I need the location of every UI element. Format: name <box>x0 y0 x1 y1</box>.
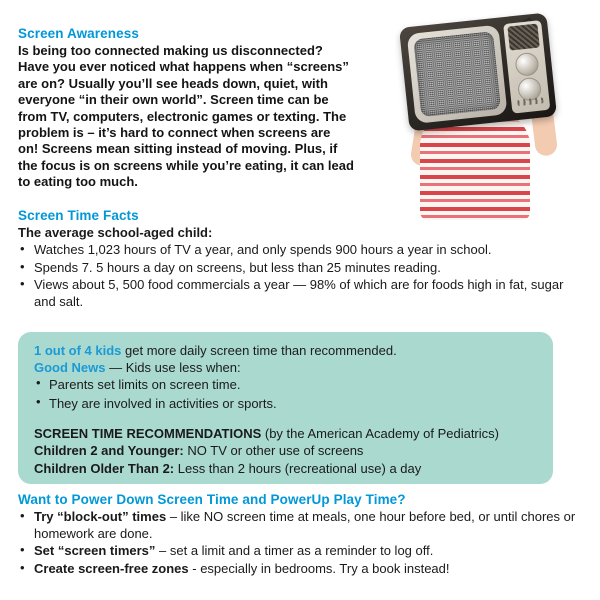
list-item: • Views about 5, 500 food commercials a year — 98% of which are for foods high in fat, sugar and salt. <box>18 277 578 310</box>
list-item: • Parents set limits on screen time. <box>34 376 537 393</box>
screen-time-facts-section <box>18 208 578 311</box>
recommendations-heading <box>34 425 537 442</box>
tip-lead-in: Set “screen timers” <box>34 543 156 559</box>
list-item <box>18 561 584 578</box>
recommendations-callout-box <box>18 332 553 484</box>
stat-highlight: 1 out of 4 kids <box>34 343 122 358</box>
screen-time-facts-list <box>18 242 578 310</box>
screen-time-facts-lead: The average school-aged child: <box>18 225 213 240</box>
child-holding-tv-illustration <box>372 2 600 220</box>
recommendations-heading-source: (by the American Academy of Pediatrics) <box>261 425 499 441</box>
tip-rest: - especially in bedrooms. Try a book instead! <box>188 560 450 576</box>
recommendation-label: Children 2 and Younger: <box>34 443 184 459</box>
screen-awareness-paragraph: Is being too connected making us disconnected? Have you ever noticed what happens when “screens” are on? Usually you’ll see heads down, quiet, with everyone “in their own world”. Screen time can be from TV, computers, electronic games or texting. The problem is – it’s hard to connect when screens are on! Screens mean sitting instead of moving. Plus, if the focus is on screens while you’re eating, it can lead to eating too much. <box>18 43 354 190</box>
list-item <box>18 509 584 542</box>
tip-rest: – set a limit and a timer as a reminder to log off. <box>155 543 434 559</box>
screen-time-stat-line <box>34 342 537 359</box>
good-news-line <box>34 359 537 376</box>
tip-lead-in: Create screen-free zones <box>34 560 189 576</box>
tv-bezel <box>407 25 508 124</box>
tip-rest: – like NO screen time at meals, one hour before bed, or until chores or homework are done. <box>34 509 576 541</box>
tv-badge-text <box>517 97 543 106</box>
power-down-list <box>18 509 584 577</box>
recommendation-row <box>34 442 537 459</box>
screen-awareness-section <box>18 26 354 191</box>
screen-time-facts-title: Screen Time Facts <box>18 208 139 223</box>
tv-knob-upper-icon <box>514 52 539 77</box>
tv-speaker-grille <box>507 24 539 51</box>
recommendation-value: Less than 2 hours (recreational use) a day <box>174 460 422 476</box>
recommendation-value: NO TV or other use of screens <box>183 443 364 459</box>
good-news-rest: — Kids use less when: <box>105 360 241 376</box>
vintage-tv-icon <box>399 13 557 132</box>
tv-static-screen <box>413 31 501 117</box>
tv-control-panel <box>503 20 550 113</box>
stat-rest: get more daily screen time than recommended. <box>121 343 397 358</box>
list-item <box>18 543 584 560</box>
good-news-list <box>34 376 537 411</box>
list-item: • Spends 7. 5 hours a day on screens, but less than 25 minutes reading. <box>18 260 578 276</box>
recommendation-label: Children Older Than 2: <box>34 460 175 476</box>
power-down-title: Want to Power Down Screen Time and PowerUp Play Time? <box>18 492 406 507</box>
screen-awareness-title: Screen Awareness <box>18 26 139 41</box>
list-item: • Watches 1,023 hours of TV a year, and only spends 900 hours a year in school. <box>18 242 578 258</box>
recommendations-heading-bold: SCREEN TIME RECOMMENDATIONS <box>34 425 262 441</box>
screen-time-recommendations-block <box>34 425 537 477</box>
recommendation-row <box>34 460 537 477</box>
tip-lead-in: Try “block-out” times <box>34 509 167 524</box>
good-news-label: Good News <box>34 360 106 376</box>
list-item: • They are involved in activities or sports. <box>34 395 537 412</box>
power-down-section <box>18 492 584 578</box>
